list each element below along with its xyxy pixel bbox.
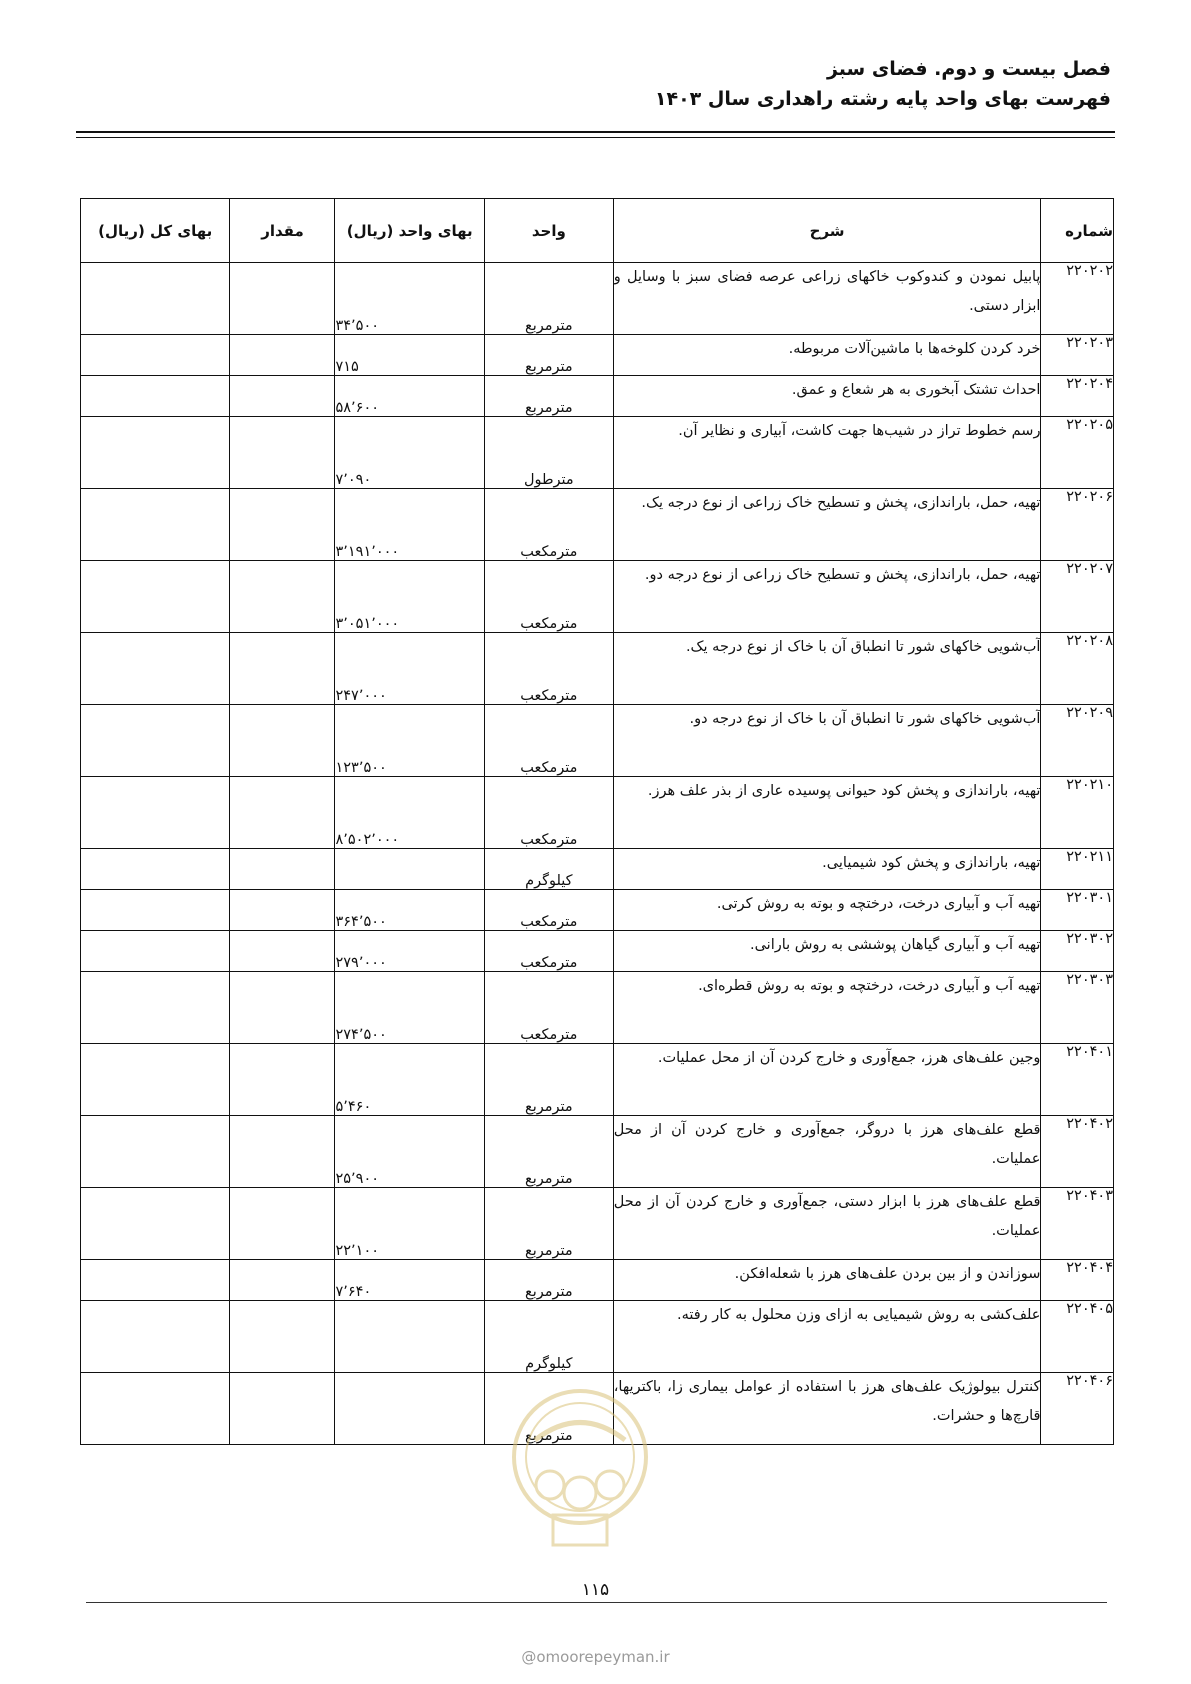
item-total-price	[81, 1301, 230, 1373]
item-unit: مترمربع	[484, 335, 613, 376]
item-unit-price: ۷۱۵	[335, 335, 484, 376]
table-header-row	[81, 199, 1114, 263]
item-description: علف‌کشی به روش شیمیایی به ازای وزن محلول به کار رفته.	[613, 1301, 1041, 1373]
item-description: تهیه آب و آبیاری گیاهان پوششی به روش بارانی.	[613, 931, 1041, 972]
item-number: ۲۲۰۴۰۱	[1041, 1044, 1114, 1116]
table-row	[81, 931, 1114, 972]
item-unit: مترمکعب	[484, 972, 613, 1044]
table-row	[81, 1373, 1114, 1445]
item-total-price	[81, 890, 230, 931]
table-row	[81, 777, 1114, 849]
table-row	[81, 972, 1114, 1044]
item-number: ۲۲۰۲۰۳	[1041, 335, 1114, 376]
item-unit: مترمربع	[484, 1044, 613, 1116]
item-total-price	[81, 1044, 230, 1116]
item-unit: کیلوگرم	[484, 849, 613, 890]
item-number: ۲۲۰۳۰۳	[1041, 972, 1114, 1044]
item-number: ۲۲۰۲۰۷	[1041, 561, 1114, 633]
table-row	[81, 1260, 1114, 1301]
item-description: پابیل نمودن و کندوکوب خاکهای زراعی عرصه فضای سبز با وسایل و ابزار دستی.	[613, 263, 1041, 335]
item-total-price	[81, 263, 230, 335]
item-unit: مترمکعب	[484, 931, 613, 972]
item-description: کنترل بیولوژیک علف‌های هرز با استفاده از عوامل بیماری زا، باکتریها، قارچ‌ها و حشرات.	[613, 1373, 1041, 1445]
item-unit: مترمربع	[484, 1116, 613, 1188]
table-row	[81, 561, 1114, 633]
item-total-price	[81, 1188, 230, 1260]
header-unit: واحد	[484, 199, 613, 263]
item-quantity	[230, 633, 335, 705]
item-description: احداث تشتک آبخوری به هر شعاع و عمق.	[613, 376, 1041, 417]
item-unit: مترمکعب	[484, 633, 613, 705]
item-unit-price: ۱۲۳٬۵۰۰	[335, 705, 484, 777]
item-total-price	[81, 1260, 230, 1301]
table-row	[81, 1188, 1114, 1260]
item-total-price	[81, 561, 230, 633]
item-description: تهیه، باراندازی و پخش کود حیوانی پوسیده عاری از بذر علف هرز.	[613, 777, 1041, 849]
item-number: ۲۲۰۴۰۶	[1041, 1373, 1114, 1445]
table-row	[81, 335, 1114, 376]
header-total-price: بهای کل (ریال)	[81, 199, 230, 263]
price-list-title: فهرست بهای واحد پایه رشته راهداری سال ۱۴۰۳	[654, 88, 1111, 110]
item-unit: مترمکعب	[484, 777, 613, 849]
page-header	[80, 58, 1111, 110]
item-unit: مترمربع	[484, 376, 613, 417]
item-unit-price: ۳۴٬۵۰۰	[335, 263, 484, 335]
item-description: رسم خطوط تراز در شیب‌ها جهت کاشت، آبیاری و نظایر آن.	[613, 417, 1041, 489]
item-description: آب‌شویی خاکهای شور تا انطباق آن با خاک از نوع درجه دو.	[613, 705, 1041, 777]
item-unit-price: ۸٬۵۰۲٬۰۰۰	[335, 777, 484, 849]
item-number: ۲۲۰۴۰۳	[1041, 1188, 1114, 1260]
item-number: ۲۲۰۳۰۲	[1041, 931, 1114, 972]
item-description: سوزاندن و از بین بردن علف‌های هرز با شعله‌افکن.	[613, 1260, 1041, 1301]
item-number: ۲۲۰۴۰۴	[1041, 1260, 1114, 1301]
header-unit-price: بهای واحد (ریال)	[335, 199, 484, 263]
item-total-price	[81, 972, 230, 1044]
item-total-price	[81, 705, 230, 777]
header-description: شرح	[613, 199, 1041, 263]
page-number: ۱۱۵	[581, 1580, 610, 1600]
table-row	[81, 263, 1114, 335]
item-total-price	[81, 417, 230, 489]
item-quantity	[230, 417, 335, 489]
item-unit-price: ۲۵٬۹۰۰	[335, 1116, 484, 1188]
item-unit-price: ۳٬۰۵۱٬۰۰۰	[335, 561, 484, 633]
table-row	[81, 1301, 1114, 1373]
item-unit: مترمربع	[484, 1260, 613, 1301]
item-quantity	[230, 1260, 335, 1301]
item-quantity	[230, 890, 335, 931]
item-number: ۲۲۰۲۱۰	[1041, 777, 1114, 849]
item-unit-price: ۷٬۶۴۰	[335, 1260, 484, 1301]
item-quantity	[230, 777, 335, 849]
item-quantity	[230, 376, 335, 417]
item-unit: کیلوگرم	[484, 1301, 613, 1373]
item-unit: مترطول	[484, 417, 613, 489]
item-total-price	[81, 849, 230, 890]
item-total-price	[81, 777, 230, 849]
item-number: ۲۲۰۲۰۸	[1041, 633, 1114, 705]
item-description: وجین علف‌های هرز، جمع‌آوری و خارج کردن آن از محل عملیات.	[613, 1044, 1041, 1116]
price-table	[80, 198, 1114, 1445]
item-number: ۲۲۰۲۰۹	[1041, 705, 1114, 777]
item-description: قطع علف‌های هرز با ابزار دستی، جمع‌آوری و خارج کردن آن از محل عملیات.	[613, 1188, 1041, 1260]
website-footer: @omoorepeyman.ir	[521, 1648, 670, 1666]
table-row	[81, 633, 1114, 705]
table-row	[81, 417, 1114, 489]
item-unit-price: ۲۷۹٬۰۰۰	[335, 931, 484, 972]
item-quantity	[230, 1373, 335, 1445]
item-quantity	[230, 1044, 335, 1116]
item-total-price	[81, 335, 230, 376]
item-total-price	[81, 1116, 230, 1188]
item-unit-price: ۳٬۱۹۱٬۰۰۰	[335, 489, 484, 561]
item-number: ۲۲۰۳۰۱	[1041, 890, 1114, 931]
item-number: ۲۲۰۲۰۴	[1041, 376, 1114, 417]
item-quantity	[230, 1301, 335, 1373]
item-unit-price	[335, 1373, 484, 1445]
item-unit: مترمکعب	[484, 705, 613, 777]
item-quantity	[230, 489, 335, 561]
item-unit: مترمکعب	[484, 561, 613, 633]
footer-rule	[86, 1602, 1107, 1603]
item-unit-price: ۷٬۰۹۰	[335, 417, 484, 489]
table-row	[81, 849, 1114, 890]
table-row	[81, 1116, 1114, 1188]
item-unit-price	[335, 1301, 484, 1373]
item-description: آب‌شویی خاکهای شور تا انطباق آن با خاک از نوع درجه یک.	[613, 633, 1041, 705]
item-description: تهیه آب و آبیاری درخت، درختچه و بوته به روش کرتی.	[613, 890, 1041, 931]
item-quantity	[230, 335, 335, 376]
item-total-price	[81, 633, 230, 705]
item-description: تهیه، حمل، باراندازی، پخش و تسطیح خاک زراعی از نوع درجه دو.	[613, 561, 1041, 633]
item-description: قطع علف‌های هرز با دروگر، جمع‌آوری و خارج کردن آن از محل عملیات.	[613, 1116, 1041, 1188]
table-row	[81, 1044, 1114, 1116]
item-total-price	[81, 489, 230, 561]
item-total-price	[81, 931, 230, 972]
item-unit: مترمربع	[484, 1188, 613, 1260]
header-number: شماره	[1041, 199, 1114, 263]
item-quantity	[230, 849, 335, 890]
item-description: تهیه، باراندازی و پخش کود شیمیایی.	[613, 849, 1041, 890]
header-quantity: مقدار	[230, 199, 335, 263]
item-unit-price	[335, 849, 484, 890]
item-unit: مترمربع	[484, 263, 613, 335]
item-quantity	[230, 1188, 335, 1260]
item-unit: مترمکعب	[484, 890, 613, 931]
item-total-price	[81, 1373, 230, 1445]
item-unit-price: ۵٬۴۶۰	[335, 1044, 484, 1116]
item-quantity	[230, 931, 335, 972]
item-quantity	[230, 561, 335, 633]
item-quantity	[230, 1116, 335, 1188]
table-row	[81, 705, 1114, 777]
table-row	[81, 376, 1114, 417]
item-unit-price: ۲۷۴٬۵۰۰	[335, 972, 484, 1044]
item-unit-price: ۳۶۴٬۵۰۰	[335, 890, 484, 931]
table-row	[81, 890, 1114, 931]
table-row	[81, 489, 1114, 561]
table-body	[81, 263, 1114, 1445]
item-number: ۲۲۰۲۰۶	[1041, 489, 1114, 561]
item-quantity	[230, 705, 335, 777]
item-description: تهیه، حمل، باراندازی، پخش و تسطیح خاک زراعی از نوع درجه یک.	[613, 489, 1041, 561]
item-quantity	[230, 972, 335, 1044]
item-number: ۲۲۰۴۰۲	[1041, 1116, 1114, 1188]
item-number: ۲۲۰۲۱۱	[1041, 849, 1114, 890]
item-unit: مترمکعب	[484, 489, 613, 561]
item-unit-price: ۲۴۷٬۰۰۰	[335, 633, 484, 705]
item-number: ۲۲۰۲۰۲	[1041, 263, 1114, 335]
item-unit: مترمربع	[484, 1373, 613, 1445]
item-quantity	[230, 263, 335, 335]
item-description: خرد کردن کلوخه‌ها با ماشین‌آلات مربوطه.	[613, 335, 1041, 376]
header-rule-thin	[76, 137, 1115, 138]
item-unit-price: ۵۸٬۶۰۰	[335, 376, 484, 417]
header-rule-thick	[76, 131, 1115, 133]
item-number: ۲۲۰۴۰۵	[1041, 1301, 1114, 1373]
item-unit-price: ۲۲٬۱۰۰	[335, 1188, 484, 1260]
item-number: ۲۲۰۲۰۵	[1041, 417, 1114, 489]
item-total-price	[81, 376, 230, 417]
item-description: تهیه آب و آبیاری درخت، درختچه و بوته به روش قطره‌ای.	[613, 972, 1041, 1044]
chapter-title: فصل بیست و دوم. فضای سبز	[826, 58, 1111, 80]
